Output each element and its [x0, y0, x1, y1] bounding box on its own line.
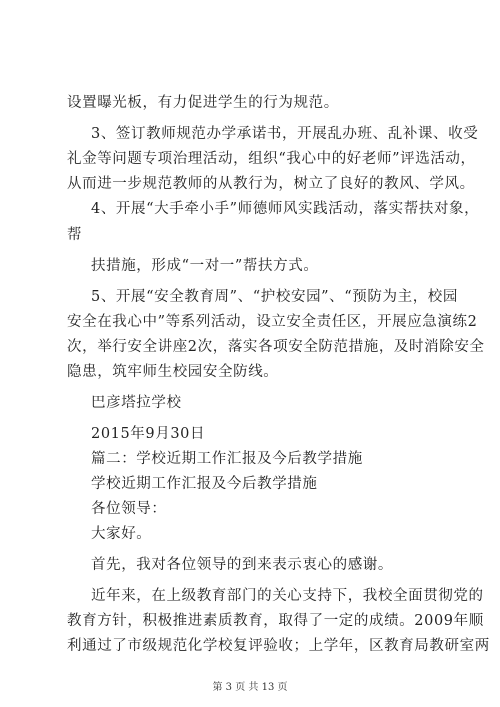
text-line: 次，举行安全讲座2次，落实各项安全防范措施，及时消除安全	[67, 339, 485, 355]
section-heading: 篇二：学校近期工作汇报及今后教学措施	[91, 451, 363, 467]
salutation: 各位领导：	[91, 501, 167, 517]
text-line: 帮	[67, 227, 83, 243]
signature-school: 巴彦塔拉学校	[91, 395, 182, 411]
text-line: 近年来，在上级教育部门的关心支持下，我校全面贯彻党的	[91, 588, 484, 604]
text-line: 首先，我对各位领导的到来表示衷心的感谢。	[91, 557, 393, 573]
text-line: 5、开展“安全教育周”、“护校安园”、“预防为主，校园	[91, 289, 458, 305]
section-title: 学校近期工作汇报及今后教学措施	[91, 476, 318, 492]
text-line: 扶措施，形成“一对一”帮扶方式。	[91, 258, 319, 274]
greeting: 大家好。	[91, 526, 152, 542]
signature-date: 2015年9月30日	[91, 426, 206, 442]
text-line: 利通过了市级规范化学校复评验收；上学年，区教育局教研室两	[67, 638, 490, 654]
text-line: 4、开展“大手牵小手”师德师风实践活动，落实帮扶对象，	[91, 201, 480, 217]
text-line: 从而进一步规范教师的从教行为，树立了良好的教风、学风。	[67, 176, 475, 192]
page-number-footer: 第 3 页 共 13 页	[212, 682, 288, 693]
text-line: 教育方针，积极推进素质教育，取得了一定的成绩。2009年顺	[67, 613, 484, 629]
text-line: 设置曝光板，有力促进学生的行为规范。	[67, 95, 339, 111]
text-line: 隐患，筑牢师生校园安全防线。	[67, 364, 279, 380]
text-line: 安全在我心中”等系列活动，设立安全责任区，开展应急演练2	[67, 314, 478, 330]
text-line: 礼金等问题专项治理活动，组织“我心中的好老师”评选活动，	[67, 151, 476, 167]
text-line: 3、签订教师规范办学承诺书，开展乱办班、乱补课、收受	[91, 126, 479, 142]
